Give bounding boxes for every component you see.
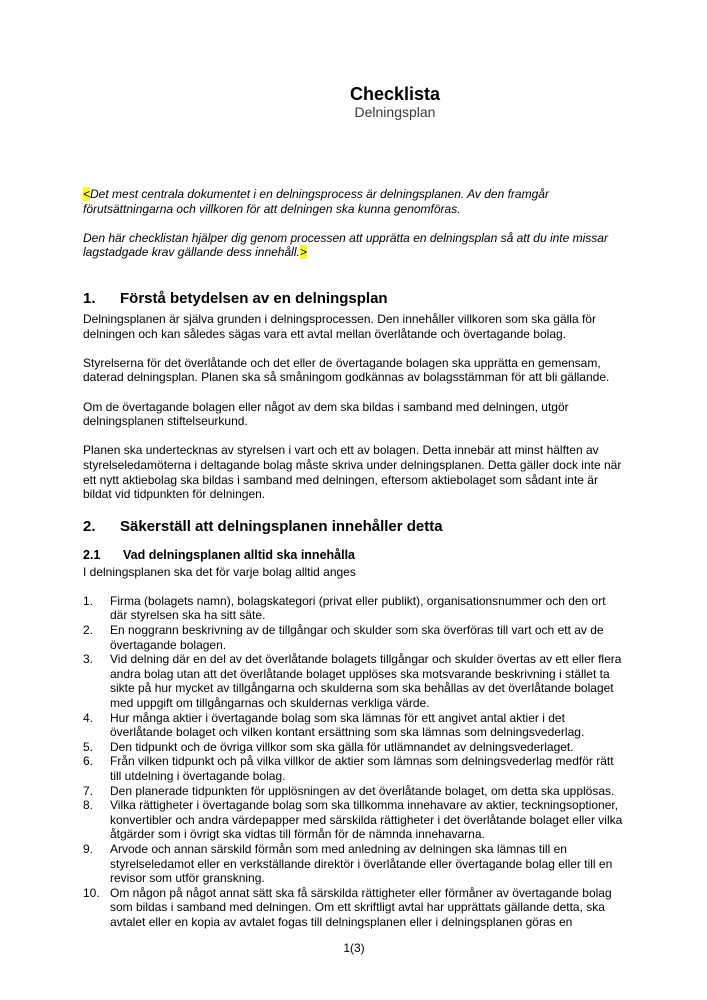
page-number: 1(3) — [343, 941, 365, 955]
list-item-text: Hur många aktier i övertagande bolag som ska lämnas för ett angivet antal aktier i det överlåtande bolaget och vilken kontant ersättning som ska lämnas som delningsvederlag. — [110, 710, 585, 740]
list-item-text: Vilka rättigheter i övertagande bolag som ska tillkomma innehavare av aktier, teckningsoptioner, konvertibler och andra värdepapper med särskilda rättigheter i det överlåtande bolaget eller vilka åtgärder som i övrigt ska vidtas till förmån för de nämnda innehavarna. — [110, 798, 623, 842]
page-subtitle: Delningsplan — [354, 104, 436, 120]
section-2-title: Säkerställ att delningsplanen innehåller detta — [120, 517, 443, 535]
list-item-number: 5. — [83, 739, 94, 754]
subsection-2-1-title: Vad delningsplanen alltid ska innehålla — [123, 547, 356, 562]
list-item-number: 8. — [83, 798, 94, 813]
list-item — [83, 652, 625, 710]
section-2-heading — [83, 518, 625, 536]
list-item-text: Firma (bolagets namn), bolagskategori (privat eller publikt), organisationsnummer och den ort där styrelsen ska ha sitt säte. — [110, 593, 606, 623]
list-item-text: Den planerade tidpunkten för upplösningen av det överlåtande bolaget, om detta ska upplösas. — [110, 783, 615, 798]
list-item-text: Arvode och annan särskild förmån som med anledning av delningen ska lämnas till en styrelseledamot eller en verkställande direktör i överlåtande eller övertagande bolag eller till en revisor som utför granskning. — [110, 841, 613, 886]
list-item-text: Från vilken tidpunkt och på vilka villkor de aktier som lämnas som delningsvederlag medför rätt till utdelning i övertagande bolag. — [110, 754, 614, 783]
list-item — [83, 711, 625, 740]
title-block — [83, 84, 707, 121]
list-item-text: Den tidpunkt och de övriga villkor som ska gälla för utlämnandet av delningsvederlaget. — [110, 739, 574, 754]
section-1-heading — [83, 290, 625, 308]
intro-paragraph-2-text: Den här checklistan hjälper dig genom processen att upprätta en delningsplan så att du inte missar lagstadgade krav gällande dess innehåll. — [83, 230, 608, 260]
subsection-2-1-heading — [83, 548, 625, 563]
subsection-2-1-lead: I delningsplanen ska det för varje bolag alltid anges — [83, 564, 356, 579]
list-item-number: 2. — [83, 623, 94, 638]
section-1-paragraph-2: Styrelserna för det överlåtande och det eller de övertagande bolagen ska upprätta en gemensam, daterad delningsplan. Planen ska så småningom godkännas av bolagsstämman för att bli gällande. — [83, 355, 610, 385]
list-item-number: 10. — [83, 885, 100, 900]
document-content — [83, 0, 625, 930]
intro-paragraph-1 — [83, 187, 625, 216]
list-item-number: 7. — [83, 783, 94, 798]
list-item — [83, 754, 625, 783]
section-2-number: 2. — [83, 517, 96, 535]
list-item — [83, 623, 625, 652]
intro-paragraph-2 — [83, 231, 625, 260]
subsection-2-1-number: 2.1 — [83, 547, 101, 562]
list-item-number: 4. — [83, 710, 94, 725]
section-1-paragraph-1: Delningsplanen är själva grunden i delningsprocessen. Den innehåller villkoren som ska gälla för delningen och kan således sägas vara ett avtal mellan överlåtande och övertagande bolag. — [83, 311, 596, 341]
list-item — [83, 798, 625, 842]
section-1-paragraph-4: Planen ska undertecknas av styrelsen i vart och ett av bolagen. Detta innebär att minst hälften av styrelseledamöterna i deltagande bolag måste skriva under delningsplanen. Detta gäller dock inte när ett nytt aktiebolag ska bildas i samband med delningen, eftersom aktiebolaget som sådant inte är bildat vid tidpunkten för delningen. — [83, 443, 622, 502]
highlight-open-mark: < — [83, 187, 91, 201]
list-item-text: Om någon på något annat sätt ska få särskilda rättigheter eller förmåner av övertagande bolag som bildas i samband med delningen. Om ett skriftligt avtal har upprättats gällande detta, ska avtalet eller en kopia av avtalet fogas till delningsplanen eller i delningsplanen göras en — [110, 885, 612, 929]
list-item-text: Vid delning där en del av det överlåtande bolagets tillgångar och skulder övertas av ett eller flera andra bolag utan att det överlåtande bolaget upplöses ska motsvarande beskrivning i stället ta sikte på hur mycket av tillgångarna och skulderna som ska behållas av det överlåtande bolaget med uppgift om tillgångarnas och skuldernas verkliga värde. — [110, 652, 622, 711]
section-1-title: Förstå betydelsen av en delningsplan — [120, 289, 388, 307]
list-item — [83, 594, 625, 623]
list-item — [83, 842, 625, 886]
highlight-close-mark: > — [299, 245, 307, 260]
list-item — [83, 784, 625, 799]
intro-paragraph-1-text: Det mest centrala dokumentet i en delningsprocess är delningsplanen. Av den framgår förutsättningarna och villkoren för att delningen ska kunna genomföras. — [83, 187, 549, 216]
list-item-text: En noggrann beskrivning av de tillgångar och skulder som ska överföras till vart och ett av de övertagande bolagen. — [110, 623, 604, 652]
list-item — [83, 740, 625, 755]
list-item-number: 1. — [83, 593, 94, 608]
section-1-paragraph-3: Om de övertagande bolagen eller något av dem ska bildas i samband med delningen, utgör delningsplanen stiftelseurkund. — [83, 399, 569, 429]
checklist — [83, 594, 625, 930]
page-title: Checklista — [349, 84, 441, 104]
list-item-number: 3. — [83, 652, 94, 667]
list-item — [83, 886, 625, 930]
section-1-number: 1. — [83, 289, 96, 307]
list-item-number: 9. — [83, 841, 94, 856]
list-item-number: 6. — [83, 754, 94, 769]
